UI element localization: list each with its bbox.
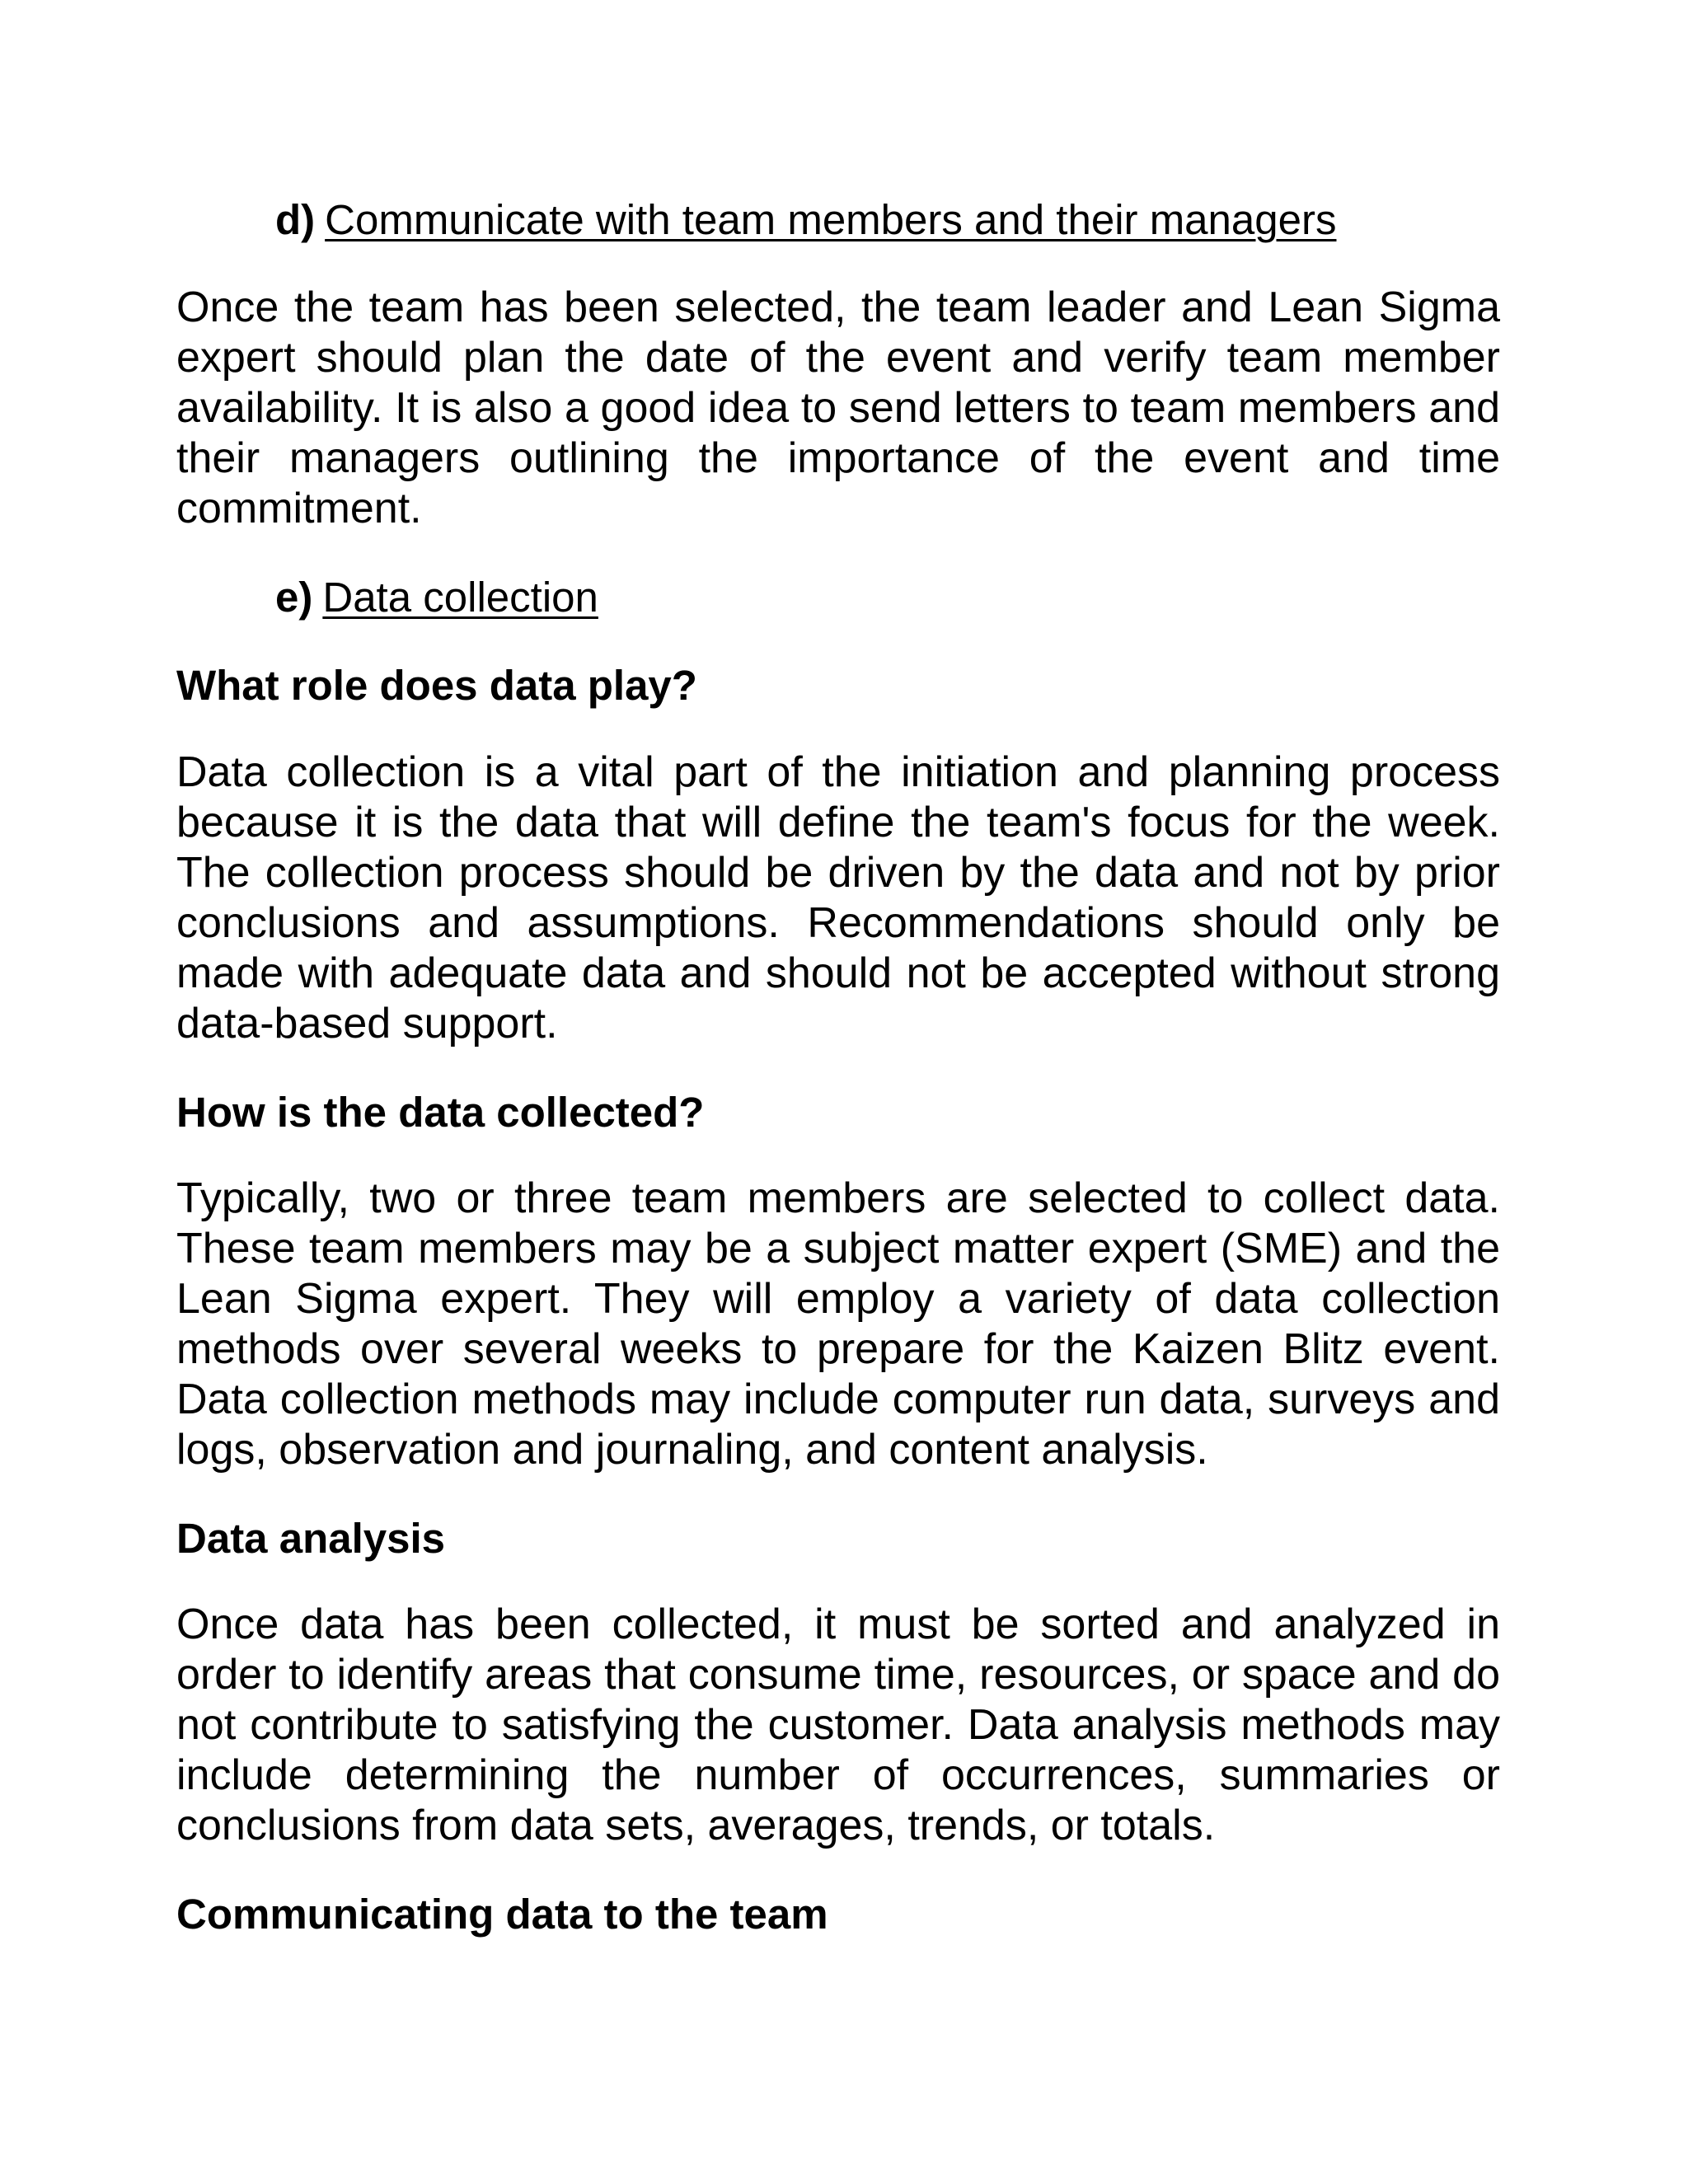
role-paragraph: Data collection is a vital part of the initiation and planning process because it is the data that will define the team's focus for the week. The collection process should be driven by the data and not by prior conclusions and assumptions. Recommendations should only be made with adequate data and should not be accepted without strong data-based support.: [176, 748, 1500, 1047]
subsection-e-marker: e): [275, 574, 313, 621]
subsection-d-marker: d): [275, 196, 316, 243]
communicating-heading: Communicating data to the team: [176, 1890, 828, 1938]
document-page: [176, 194, 1500, 1975]
role-heading: What role does data play?: [176, 662, 697, 710]
subsection-d-heading: [275, 194, 1500, 245]
subsection-e-heading: [275, 572, 1500, 622]
analysis-paragraph: Once data has been collected, it must be sorted and analyzed in order to identify areas that consume time, resources, or space and do not contribute to satisfying the customer. Data analysis methods may include determining the number of occurrences, summaries or conclusions from data sets, averages, trends, or totals.: [176, 1600, 1500, 1849]
how-heading: How is the data collected?: [176, 1088, 705, 1136]
analysis-heading: Data analysis: [176, 1514, 446, 1562]
subsection-d-title: Communicate with team members and their managers: [325, 196, 1337, 243]
subsection-d-paragraph: Once the team has been selected, the team leader and Lean Sigma expert should plan the date of the event and verify team member availability. It is also a good idea to send letters to team members and their managers outlining the importance of the event and time commitment.: [176, 284, 1500, 533]
how-paragraph: Typically, two or three team members are selected to collect data. These team members may be a subject matter expert (SME) and the Lean Sigma expert. They will employ a variety of data collection methods over several weeks to prepare for the Kaizen Blitz event. Data collection methods may include computer run data, surveys and logs, observation and journaling, and content analysis.: [176, 1174, 1500, 1474]
subsection-e-title: Data collection: [322, 574, 598, 621]
